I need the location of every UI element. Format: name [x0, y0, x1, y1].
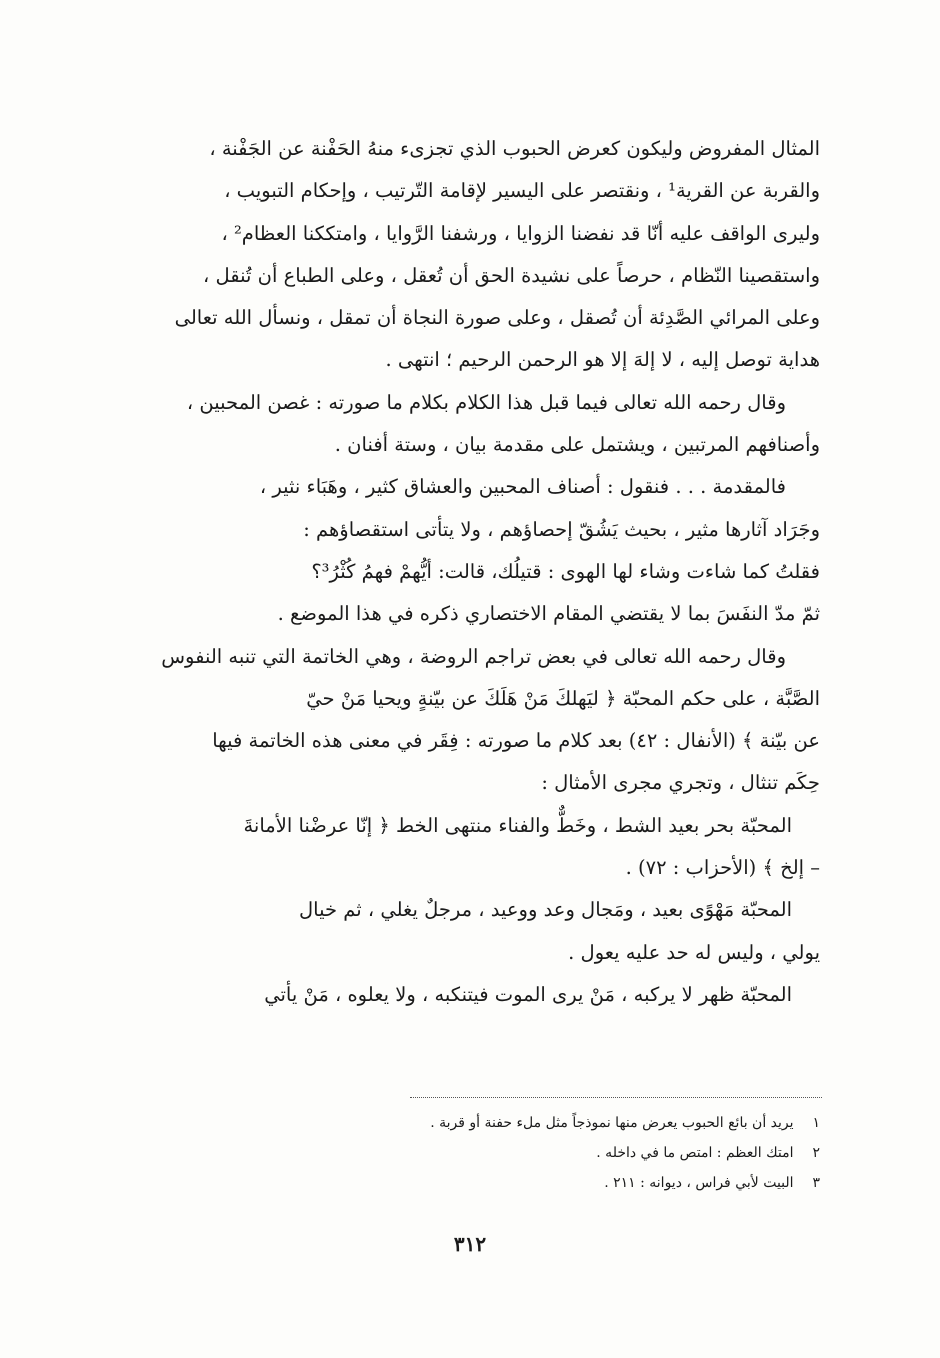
footnotes	[120, 1108, 820, 1198]
text-line: وأصنافهم المرتبين ، ويشتمل على مقدمة بيان ، وستة أفنان .	[334, 433, 820, 457]
text-line: الصَّبَّة ، على حكم المحبّة ﴿ ليَهلكَ مَنْ هَلَكَ عن بيّنةٍ ويحيا مَنْ حيّ	[306, 686, 820, 710]
verse-line: فقلتُ كما شاءت وشاء لها الهوى : قتيلُك، قالت: أيُّهمْ فهمُ كُثْرُ³؟	[311, 559, 820, 583]
footnote-divider	[410, 1097, 822, 1098]
footnote	[120, 1168, 820, 1198]
footnote-number: ٢	[812, 1145, 820, 1161]
footnote-number: ١	[812, 1115, 820, 1131]
footnote-text: يريد أن بائع الحبوب يعرض منها نموذجاً مثل ملء حفنة أو قربة .	[430, 1115, 794, 1131]
footnote	[120, 1138, 820, 1168]
text-line: وقال رحمه الله تعالى فيما قبل هذا الكلام بكلام ما صورته : غصن المحبين ،	[186, 390, 786, 414]
text-line: واستقصينا النّظام ، حرصاً على نشيدة الحق أن تُعقل ، وعلى الطباع أن تُنقل ،	[203, 263, 820, 287]
text-line: وقال رحمه الله تعالى في بعض تراجم الروضة ، وهي الخاتمة التي تنبه النفوس	[161, 644, 786, 668]
footnote-text: البيت لأبي فراس ، ديوانه : ٢١١ .	[604, 1175, 794, 1191]
text-line: وجَرَاد آثارها مثير ، بحيث يَشُقّ إحصاؤهم ، ولا يتأتى استقصاؤهم :	[303, 517, 820, 541]
text-line: المثال المفروض وليكون كعرض الحبوب الذي تجزىء منهُ الحَفْنة عن الجَفْنة ،	[209, 137, 820, 160]
text-line: عن بيّنة ﴾ (الأنفال : ٤٢) بعد كلام ما صورته : فِقَر في معنى هذه الخاتمة فيها	[212, 729, 820, 753]
text-line: يولي ، وليس له حد عليه يعول .	[568, 940, 820, 964]
text-line: هداية توصل إليه ، لا إلهَ إلا هو الرحمن الرحيم ؛ انتهى .	[385, 348, 820, 372]
main-text	[100, 128, 820, 1016]
text-line: فالمقدمة . . . فنقول : أصناف المحبين والعشاق كثير ، وهَبَاء نثير ،	[259, 475, 786, 499]
text-line: – إلخ ﴾ (الأحزاب : ٧٢) .	[625, 856, 820, 880]
footnote-number: ٣	[812, 1175, 820, 1191]
footnote	[120, 1108, 820, 1138]
text-line: حِكَم تنثال ، وتجري مجرى الأمثال :	[541, 771, 820, 795]
footnote-text: امتك العظم : امتص ما في داخله .	[596, 1145, 794, 1161]
text-line: وليرى الواقف عليه أنّا قد نفضنا الزوايا ، ورشفنا الرَّوايا ، وامتككنا العظام² ،	[221, 221, 820, 245]
text-line: ثمّ مدّ النفَسَ بما لا يقتضي المقام الاختصاري ذكره في هذا الموضع .	[277, 602, 820, 626]
text-line: المحبّة مَهْوًى بعيد ، ومَجال وعد ووعيد ، مرجلٌ يغلي ، ثم خيال	[298, 898, 792, 922]
text-line: والقربة عن القرية¹ ، ونقتصر على اليسير لإقامة التّرتيب ، وإحكام التبويب ،	[224, 179, 820, 203]
page-number: ٣١٢	[453, 1232, 487, 1256]
text-line: المحبّة ظهر لا يركبه ، مَنْ يرى الموت فيتنكبه ، ولا يعلوه ، مَنْ يأتي	[264, 982, 792, 1006]
text-line: المحبّة بحر بعيد الشط ، وخَطٌّ والفناء منتهى الخط ﴿ إنّا عرضْنا الأمانةَ	[243, 813, 792, 837]
text-line: وعلى المرائي الصَّدِئة أن تُصقل ، وعلى صورة النجاة أن تمقل ، ونسأل الله تعالى	[174, 306, 820, 330]
